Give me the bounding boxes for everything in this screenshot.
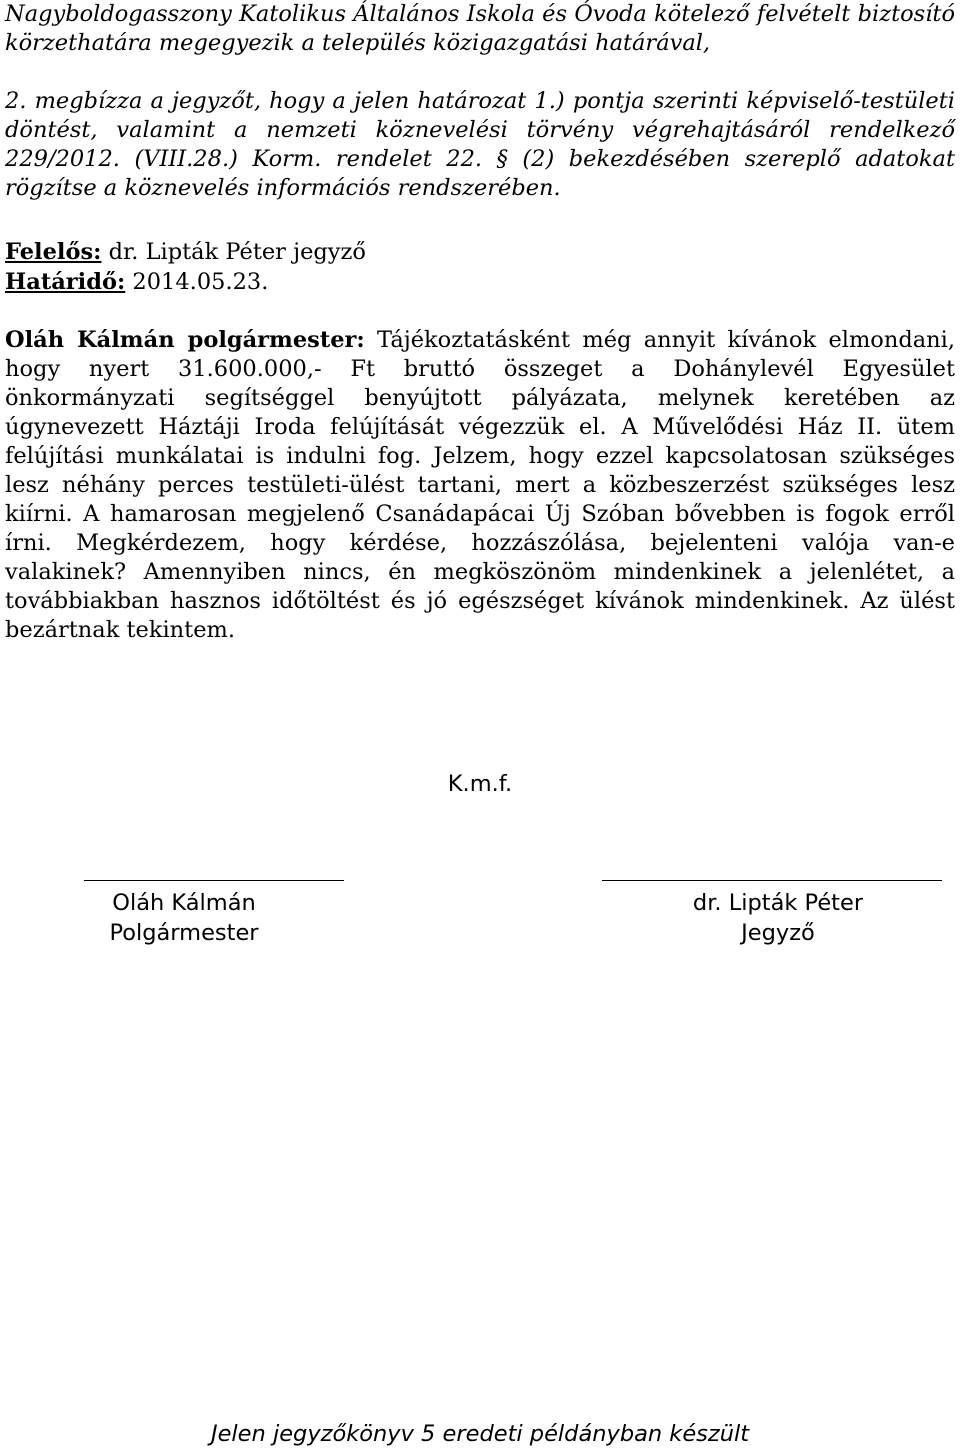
- responsible-value: dr. Lipták Péter jegyző: [101, 239, 366, 265]
- deadline-label: Határidő:: [5, 269, 126, 295]
- deadline-line: [5, 268, 955, 297]
- signature-left-name: Oláh Kálmán: [112, 890, 256, 916]
- signature-left-title: Polgármester: [109, 920, 259, 946]
- responsible-label: Felelős:: [5, 239, 102, 265]
- paragraph-resolution-point-2: [5, 87, 955, 203]
- signature-right: [668, 888, 888, 948]
- paragraph-school-district: [5, 0, 955, 58]
- paragraph-resolution-point-2-text: 2. megbízza a jegyzőt, hogy a jelen határozat 1.) pontja szerinti képviselő-testületi döntést, valamint a nemzeti köznevelési törvény végrehajtásáról rendelkező 229/2012. (VIII.28.) Korm. rendelet 22. § (2) bekezdésében szereplő adatokat rögzítse a köznevelés információs rendszerében.: [5, 88, 955, 201]
- signature-right-name: dr. Lipták Péter: [692, 890, 864, 916]
- signature-right-title: Jegyző: [741, 920, 815, 946]
- signature-line-right: [602, 880, 942, 881]
- paragraph-school-district-text: Nagyboldogasszony Katolikus Általános Iskola és Óvoda kötelező felvételt biztosító körzethatára megegyezik a település közigazgatási határával,: [5, 1, 955, 56]
- signature-line-left: [84, 880, 344, 881]
- responsible-line: [5, 238, 955, 267]
- paragraph-mayor-speech: [5, 326, 955, 645]
- deadline-value: 2014.05.23.: [125, 269, 269, 295]
- signature-left: [84, 888, 284, 948]
- speech-text: Tájékoztatásként még annyit kívánok elmondani, hogy nyert 31.600.000,- Ft bruttó összeget a Dohánylevél Egyesület önkormányzati segítséggel benyújtott pályázata, melynek keretében az úgynevezett Háztáji Iroda felújítását végezzük el. A Művelődési Ház II. ütem felújítási munkálatai is indulni fog. Jelzem, hogy ezzel kapcsolatosan szükséges lesz néhány perces testületi-ülést tartani, mert a közbeszerzést szükséges lesz kiírni. A hamarosan megjelenő Csanádapácai Új Szóban bővebben is fogok erről írni. Megkérdezem, hogy kérdése, hozzászólása, bejelenteni valója van-e valakinek? Amennyiben nincs, én megköszönöm mindenkinek a jelenlétet, a továbbiakban hasznos időtöltést és jó egészséget kívánok mindenkinek. Az ülést bezártnak tekintem.: [5, 327, 955, 643]
- kmf-label: K.m.f.: [447, 771, 513, 797]
- speaker-name: Oláh Kálmán polgármester:: [5, 327, 365, 353]
- footer-note: Jelen jegyzőkönyv 5 eredeti példányban készült: [210, 1421, 750, 1447]
